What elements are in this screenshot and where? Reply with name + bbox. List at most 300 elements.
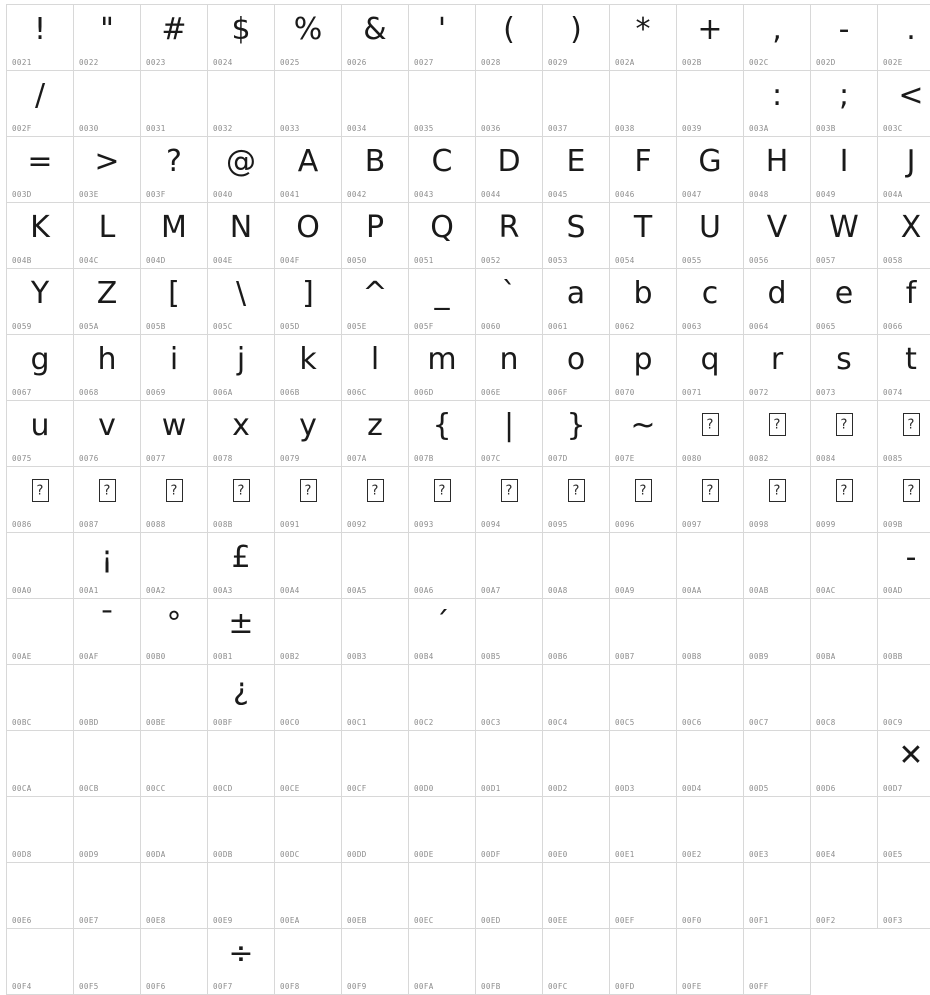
glyph-cell[interactable] (811, 665, 878, 731)
glyph-cell[interactable] (878, 533, 930, 599)
glyph-cell[interactable] (878, 5, 930, 71)
glyph-cell[interactable] (744, 731, 811, 797)
glyph-preview: ^ (362, 276, 388, 311)
glyph-cell[interactable] (543, 401, 610, 467)
glyph-cell[interactable] (74, 533, 141, 599)
glyph-preview: & (363, 12, 387, 47)
glyph-cell[interactable] (74, 269, 141, 335)
glyph-cell[interactable] (476, 467, 543, 533)
glyph-preview (476, 603, 542, 645)
glyph-cell[interactable] (878, 335, 930, 401)
glyph-cell[interactable] (744, 467, 811, 533)
glyph-cell[interactable] (141, 599, 208, 665)
glyph-cell[interactable] (543, 137, 610, 203)
notdef-box-icon (836, 479, 853, 502)
glyph-cell[interactable] (7, 203, 74, 269)
glyph-cell[interactable] (543, 665, 610, 731)
glyph-codepoint: 0082 (749, 454, 769, 463)
glyph-preview: e (834, 276, 854, 311)
glyph-cell[interactable] (543, 797, 610, 863)
notdef-box-icon (836, 413, 853, 436)
glyph-cell[interactable] (141, 797, 208, 863)
glyph-cell[interactable] (275, 731, 342, 797)
glyph-cell[interactable] (141, 401, 208, 467)
glyph-cell[interactable] (275, 137, 342, 203)
glyph-preview: y (299, 408, 317, 443)
glyph-cell[interactable] (208, 863, 275, 929)
glyph-cell[interactable] (275, 863, 342, 929)
glyph-codepoint: 004F (280, 256, 300, 265)
glyph-preview: m (427, 342, 457, 377)
glyph-cell[interactable] (543, 269, 610, 335)
glyph-cell[interactable] (7, 5, 74, 71)
glyph-cell[interactable] (141, 269, 208, 335)
glyph-cell[interactable] (141, 5, 208, 71)
glyph-cell[interactable] (409, 71, 476, 137)
notdef-box-icon (434, 479, 451, 502)
glyph-preview (610, 867, 676, 909)
glyph-cell[interactable] (74, 731, 141, 797)
glyph-cell[interactable] (342, 533, 409, 599)
glyph-preview (409, 867, 475, 909)
glyph-cell[interactable] (811, 731, 878, 797)
glyph-codepoint: 0030 (79, 124, 99, 133)
glyph-codepoint: 00C1 (347, 718, 367, 727)
glyph-cell[interactable] (677, 269, 744, 335)
glyph-preview: { (432, 408, 452, 443)
glyph-cell[interactable] (7, 467, 74, 533)
glyph-cell[interactable] (610, 71, 677, 137)
glyph-cell[interactable] (342, 5, 409, 71)
glyph-cell[interactable] (141, 137, 208, 203)
glyph-cell[interactable] (476, 665, 543, 731)
glyph-cell[interactable] (543, 533, 610, 599)
glyph-cell[interactable] (744, 929, 811, 995)
glyph-cell[interactable] (275, 665, 342, 731)
glyph-cell[interactable] (275, 71, 342, 137)
glyph-preview (811, 867, 877, 909)
glyph-codepoint: 0099 (816, 520, 836, 529)
glyph-codepoint: 00AC (816, 586, 836, 595)
glyph-preview (677, 669, 743, 711)
glyph-cell[interactable] (476, 731, 543, 797)
glyph-cell[interactable] (811, 203, 878, 269)
glyph-cell[interactable] (677, 401, 744, 467)
glyph-preview (744, 537, 810, 579)
glyph-cell[interactable] (342, 929, 409, 995)
glyph-cell[interactable] (409, 269, 476, 335)
glyph-codepoint: 005B (146, 322, 166, 331)
glyph-cell[interactable] (878, 203, 930, 269)
glyph-cell[interactable] (543, 5, 610, 71)
glyph-preview: ° (166, 606, 182, 641)
glyph-codepoint: 00FE (682, 982, 702, 991)
glyph-cell[interactable] (811, 269, 878, 335)
glyph-cell[interactable] (543, 203, 610, 269)
glyph-codepoint: 00C2 (414, 718, 434, 727)
glyph-cell[interactable] (74, 797, 141, 863)
glyph-cell[interactable] (744, 269, 811, 335)
glyph-cell[interactable] (342, 269, 409, 335)
glyph-cell[interactable] (610, 5, 677, 71)
glyph-cell[interactable] (7, 335, 74, 401)
glyph-cell[interactable] (208, 71, 275, 137)
glyph-codepoint: 00EE (548, 916, 568, 925)
glyph-codepoint: 0055 (682, 256, 702, 265)
glyph-preview: l (370, 342, 380, 377)
notdef-box-icon (903, 413, 920, 436)
glyph-codepoint: 00BF (213, 718, 233, 727)
glyph-cell[interactable] (878, 863, 930, 929)
glyph-cell[interactable] (141, 731, 208, 797)
glyph-cell[interactable] (275, 533, 342, 599)
glyph-cell[interactable] (208, 467, 275, 533)
glyph-cell[interactable] (275, 929, 342, 995)
glyph-cell[interactable] (811, 71, 878, 137)
glyph-cell[interactable] (409, 665, 476, 731)
glyph-cell[interactable] (409, 731, 476, 797)
glyph-cell[interactable] (476, 5, 543, 71)
glyph-cell[interactable] (610, 269, 677, 335)
glyph-cell[interactable] (208, 335, 275, 401)
glyph-cell[interactable] (744, 401, 811, 467)
glyph-cell[interactable] (476, 269, 543, 335)
glyph-codepoint: 00FC (548, 982, 568, 991)
notdef-box-icon (233, 479, 250, 502)
glyph-codepoint: 0039 (682, 124, 702, 133)
glyph-cell[interactable] (342, 599, 409, 665)
glyph-cell[interactable] (610, 731, 677, 797)
glyph-cell[interactable] (878, 401, 930, 467)
glyph-cell[interactable] (7, 731, 74, 797)
glyph-cell[interactable] (677, 137, 744, 203)
glyph-cell[interactable] (677, 665, 744, 731)
glyph-preview: , (772, 12, 782, 47)
glyph-codepoint: 0061 (548, 322, 568, 331)
glyph-preview: z (367, 408, 383, 443)
glyph-preview: v (98, 408, 116, 443)
glyph-cell[interactable] (476, 401, 543, 467)
glyph-cell[interactable] (74, 467, 141, 533)
glyph-cell[interactable] (610, 863, 677, 929)
glyph-preview: j (236, 342, 246, 377)
glyph-cell[interactable] (342, 203, 409, 269)
glyph-cell[interactable] (878, 467, 930, 533)
glyph-preview (543, 471, 609, 513)
glyph-preview (878, 603, 930, 645)
glyph-cell[interactable] (74, 599, 141, 665)
glyph-cell[interactable] (7, 863, 74, 929)
glyph-cell[interactable] (7, 71, 74, 137)
glyph-cell[interactable] (878, 665, 930, 731)
glyph-cell[interactable] (342, 335, 409, 401)
glyph-cell[interactable] (610, 929, 677, 995)
glyph-cell[interactable] (476, 797, 543, 863)
glyph-cell[interactable] (141, 665, 208, 731)
glyph-cell[interactable] (610, 797, 677, 863)
glyph-cell[interactable] (476, 599, 543, 665)
glyph-cell[interactable] (208, 665, 275, 731)
glyph-cell[interactable] (878, 599, 930, 665)
glyph-cell[interactable] (476, 863, 543, 929)
glyph-codepoint: 0029 (548, 58, 568, 67)
glyph-cell[interactable] (342, 731, 409, 797)
glyph-cell[interactable] (677, 5, 744, 71)
glyph-codepoint: 006E (481, 388, 501, 397)
glyph-cell[interactable] (744, 863, 811, 929)
glyph-cell[interactable] (878, 269, 930, 335)
glyph-preview: V (766, 210, 788, 245)
glyph-codepoint: 00C7 (749, 718, 769, 727)
glyph-cell[interactable] (476, 71, 543, 137)
glyph-cell[interactable] (543, 71, 610, 137)
glyph-cell[interactable] (275, 203, 342, 269)
glyph-cell[interactable] (409, 401, 476, 467)
glyph-codepoint: 0047 (682, 190, 702, 199)
glyph-preview (74, 867, 140, 909)
glyph-cell[interactable] (610, 533, 677, 599)
glyph-codepoint: 0067 (12, 388, 32, 397)
glyph-codepoint: 0049 (816, 190, 836, 199)
glyph-preview: Q (430, 210, 454, 245)
glyph-codepoint: 009B (883, 520, 903, 529)
glyph-cell[interactable] (74, 665, 141, 731)
glyph-cell[interactable] (677, 863, 744, 929)
glyph-cell[interactable] (811, 335, 878, 401)
glyph-cell[interactable] (342, 401, 409, 467)
glyph-cell[interactable] (610, 467, 677, 533)
glyph-codepoint: 00A8 (548, 586, 568, 595)
glyph-cell[interactable] (141, 203, 208, 269)
glyph-codepoint: 0024 (213, 58, 233, 67)
glyph-cell[interactable] (7, 137, 74, 203)
glyph-cell[interactable] (476, 203, 543, 269)
glyph-cell[interactable] (409, 467, 476, 533)
glyph-cell[interactable] (677, 335, 744, 401)
glyph-preview (342, 537, 408, 579)
glyph-cell[interactable] (74, 863, 141, 929)
glyph-cell[interactable] (409, 863, 476, 929)
glyph-cell[interactable] (208, 5, 275, 71)
glyph-cell[interactable] (811, 797, 878, 863)
glyph-cell[interactable] (208, 533, 275, 599)
glyph-codepoint: 0096 (615, 520, 635, 529)
glyph-cell[interactable] (275, 401, 342, 467)
glyph-cell[interactable] (677, 203, 744, 269)
glyph-preview: B (364, 144, 386, 179)
glyph-cell[interactable] (610, 665, 677, 731)
glyph-preview (275, 471, 341, 513)
glyph-cell[interactable] (409, 203, 476, 269)
glyph-cell[interactable] (543, 599, 610, 665)
glyph-codepoint: 0021 (12, 58, 32, 67)
glyph-codepoint: 00F5 (79, 982, 99, 991)
glyph-preview: | (503, 408, 515, 443)
glyph-preview (476, 471, 542, 513)
glyph-cell[interactable] (409, 335, 476, 401)
glyph-cell[interactable] (476, 335, 543, 401)
glyph-cell[interactable] (208, 599, 275, 665)
glyph-cell[interactable] (208, 731, 275, 797)
glyph-cell[interactable] (7, 599, 74, 665)
glyph-cell[interactable] (275, 797, 342, 863)
glyph-preview (677, 405, 743, 447)
glyph-cell[interactable] (543, 863, 610, 929)
glyph-cell[interactable] (744, 599, 811, 665)
glyph-cell[interactable] (7, 929, 74, 995)
glyph-cell[interactable] (74, 401, 141, 467)
glyph-cell[interactable] (208, 203, 275, 269)
glyph-cell[interactable] (7, 533, 74, 599)
glyph-cell[interactable] (409, 533, 476, 599)
glyph-codepoint: 00E2 (682, 850, 702, 859)
glyph-codepoint: 00E5 (883, 850, 903, 859)
glyph-cell[interactable] (74, 5, 141, 71)
glyph-codepoint: 0064 (749, 322, 769, 331)
glyph-preview: - (838, 12, 850, 47)
glyph-codepoint: 00C9 (883, 718, 903, 727)
glyph-cell[interactable] (811, 533, 878, 599)
glyph-cell[interactable] (7, 665, 74, 731)
glyph-cell[interactable] (275, 599, 342, 665)
glyph-cell[interactable] (543, 467, 610, 533)
glyph-cell[interactable] (141, 929, 208, 995)
glyph-cell[interactable] (275, 467, 342, 533)
glyph-cell[interactable] (208, 137, 275, 203)
glyph-cell[interactable] (141, 71, 208, 137)
glyph-cell[interactable] (878, 71, 930, 137)
glyph-cell[interactable] (677, 599, 744, 665)
glyph-cell[interactable] (811, 137, 878, 203)
glyph-preview (878, 405, 930, 447)
glyph-cell[interactable] (342, 665, 409, 731)
glyph-codepoint: 0043 (414, 190, 434, 199)
glyph-cell[interactable] (208, 401, 275, 467)
glyph-cell[interactable] (74, 137, 141, 203)
glyph-codepoint: 0071 (682, 388, 702, 397)
glyph-cell[interactable] (543, 929, 610, 995)
glyph-cell[interactable] (74, 203, 141, 269)
glyph-cell[interactable] (208, 269, 275, 335)
glyph-cell[interactable] (677, 731, 744, 797)
glyph-cell[interactable] (878, 137, 930, 203)
glyph-cell[interactable] (610, 137, 677, 203)
glyph-cell[interactable] (7, 797, 74, 863)
glyph-codepoint: 005C (213, 322, 233, 331)
glyph-codepoint: 0066 (883, 322, 903, 331)
glyph-preview: I (839, 144, 849, 179)
glyph-cell[interactable] (74, 335, 141, 401)
glyph-cell[interactable] (476, 533, 543, 599)
glyph-codepoint: 0045 (548, 190, 568, 199)
glyph-cell[interactable] (141, 863, 208, 929)
glyph-cell[interactable] (878, 731, 930, 797)
glyph-row (7, 203, 930, 269)
glyph-cell[interactable] (275, 269, 342, 335)
glyph-cell[interactable] (744, 533, 811, 599)
glyph-codepoint: 0092 (347, 520, 367, 529)
glyph-cell[interactable] (141, 335, 208, 401)
glyph-cell[interactable] (409, 929, 476, 995)
glyph-cell[interactable] (476, 929, 543, 995)
glyph-codepoint: 002E (883, 58, 903, 67)
glyph-cell[interactable] (342, 863, 409, 929)
glyph-cell[interactable] (744, 335, 811, 401)
glyph-cell[interactable] (141, 467, 208, 533)
glyph-preview (543, 933, 609, 975)
glyph-cell[interactable] (409, 599, 476, 665)
glyph-cell[interactable] (342, 71, 409, 137)
glyph-cell[interactable] (677, 71, 744, 137)
glyph-cell[interactable] (409, 797, 476, 863)
glyph-codepoint: 002D (816, 58, 836, 67)
glyph-preview: ! (33, 12, 47, 47)
glyph-cell[interactable] (610, 599, 677, 665)
glyph-preview (610, 471, 676, 513)
glyph-cell[interactable] (342, 467, 409, 533)
glyph-codepoint: 0032 (213, 124, 233, 133)
glyph-cell[interactable] (476, 137, 543, 203)
glyph-cell[interactable] (744, 665, 811, 731)
glyph-cell[interactable] (744, 137, 811, 203)
glyph-cell[interactable] (141, 533, 208, 599)
glyph-cell[interactable] (409, 5, 476, 71)
glyph-cell[interactable] (878, 797, 930, 863)
glyph-cell[interactable] (677, 797, 744, 863)
glyph-cell[interactable] (744, 203, 811, 269)
glyph-preview (811, 405, 877, 447)
glyph-codepoint: 00CC (146, 784, 166, 793)
glyph-preview (208, 735, 274, 777)
glyph-cell[interactable] (744, 71, 811, 137)
glyph-cell[interactable] (677, 929, 744, 995)
glyph-cell[interactable] (677, 467, 744, 533)
glyph-cell[interactable] (610, 203, 677, 269)
glyph-cell[interactable] (409, 137, 476, 203)
glyph-cell[interactable] (744, 5, 811, 71)
glyph-cell[interactable] (275, 335, 342, 401)
glyph-cell[interactable] (342, 137, 409, 203)
glyph-cell[interactable] (811, 5, 878, 71)
glyph-cell[interactable] (677, 533, 744, 599)
glyph-cell[interactable] (275, 5, 342, 71)
glyph-preview: " (100, 12, 114, 47)
glyph-cell[interactable] (610, 401, 677, 467)
glyph-codepoint: 00A9 (615, 586, 635, 595)
glyph-cell[interactable] (208, 797, 275, 863)
glyph-codepoint: 00C3 (481, 718, 501, 727)
glyph-codepoint: 003C (883, 124, 903, 133)
glyph-cell[interactable] (74, 71, 141, 137)
glyph-cell[interactable] (7, 269, 74, 335)
glyph-preview: ~ (630, 408, 656, 443)
glyph-codepoint: 00DB (213, 850, 233, 859)
glyph-cell[interactable] (610, 335, 677, 401)
glyph-cell[interactable] (811, 401, 878, 467)
glyph-cell[interactable] (7, 401, 74, 467)
glyph-preview (141, 801, 207, 843)
glyph-cell[interactable] (811, 863, 878, 929)
glyph-cell[interactable] (811, 599, 878, 665)
glyph-cell[interactable] (543, 731, 610, 797)
glyph-cell[interactable] (208, 929, 275, 995)
glyph-cell[interactable] (342, 797, 409, 863)
glyph-cell[interactable] (74, 929, 141, 995)
glyph-cell[interactable] (744, 797, 811, 863)
glyph-cell[interactable] (811, 467, 878, 533)
glyph-cell[interactable] (543, 335, 610, 401)
glyph-preview (409, 933, 475, 975)
